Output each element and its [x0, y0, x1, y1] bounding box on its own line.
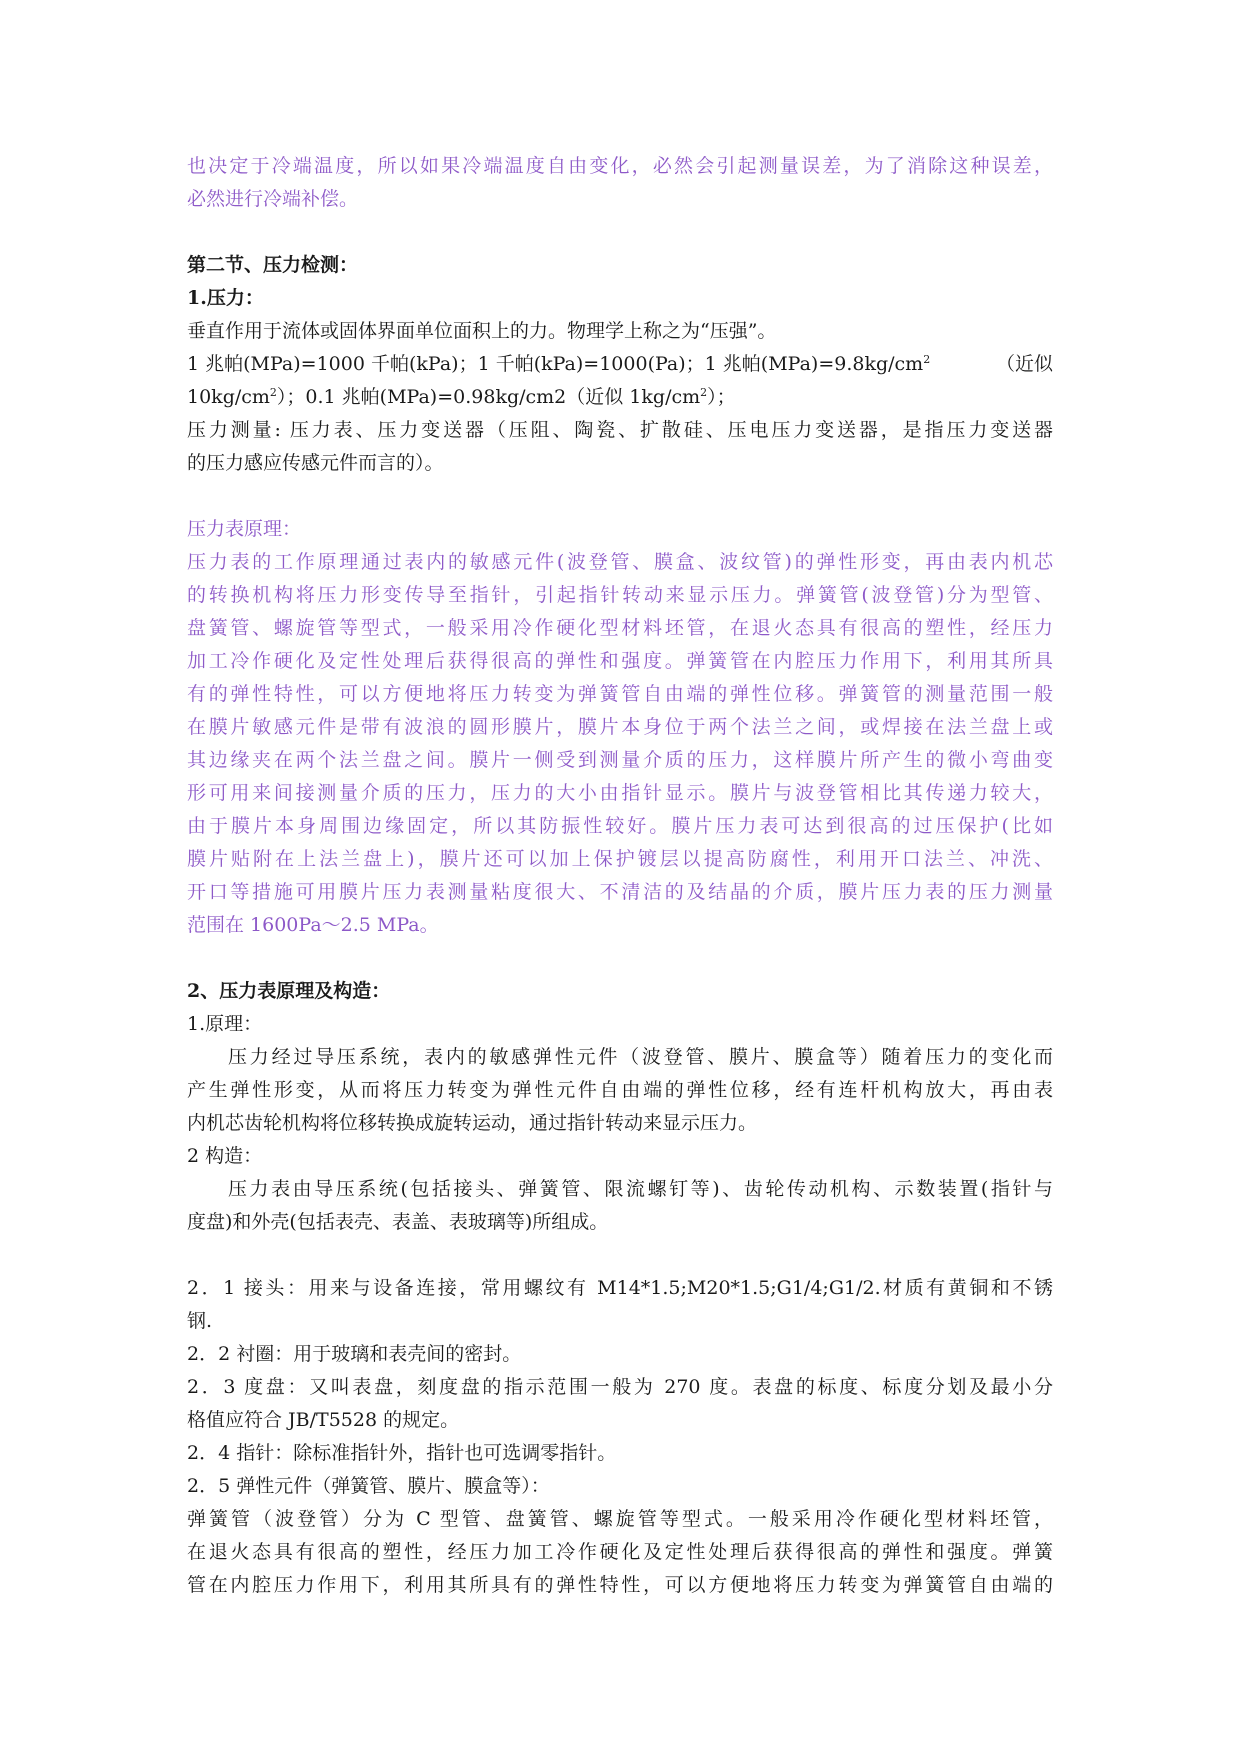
principle-line: 盘簧管、螺旋管等型式，一般采用冷作硬化型材料坯管，在退火态具有很高的塑性，经压力	[187, 617, 1053, 639]
elastic-element-line: 弹簧管（波登管）分为 C 型管、盘簧管、螺旋管等型式。一般采用冷作硬化型材料坯管，	[187, 1508, 1053, 1530]
subsection-pressure-heading: 1.压力：	[187, 287, 264, 309]
part-elastic-element: 2．5 弹性元件（弹簧管、膜片、膜盒等）：	[187, 1475, 550, 1497]
principle-title: 压力表原理：	[187, 518, 302, 540]
intro-line-2: 必然进行冷端补偿。	[187, 188, 359, 210]
principle-line: 开口等措施可用膜片压力表测量粘度很大、不清洁的及结晶的介质，膜片压力表的压力测量	[187, 881, 1053, 903]
part-gasket: 2．2 衬圈：用于玻璃和表壳间的密封。	[187, 1343, 522, 1365]
construction-line: 度盘)和外壳(包括表壳、表盖、表玻璃等)所组成。	[187, 1211, 609, 1233]
construction-principle-line: 内机芯齿轮机构将位移转换成旋转运动，通过指针转动来显示压力。	[187, 1112, 758, 1134]
measurement-line-2: 的压力感应传感元件而言的）。	[187, 452, 444, 474]
principle-label: 1.原理：	[187, 1013, 263, 1035]
part-fitting-line-2: 钢.	[187, 1310, 213, 1332]
units-line-1-tail: （近似	[995, 353, 1053, 375]
units-line-2-b: ）；0.1 兆帕(MPa)=0.98kg/cm2（近似 1kg/cm	[276, 386, 701, 408]
measurement-line-1: 压力测量: 压力表、压力变送器（压阻、陶瓷、扩散硅、压电压力变送器，是指压力变送器	[187, 419, 1053, 441]
units-line-2-c: ）；	[707, 386, 736, 408]
principle-line: 有的弹性特性，可以方便地将压力转变为弹簧管自由端的弹性位移。弹簧管的测量范围一般	[187, 683, 1053, 705]
principle-line: 膜片贴附在上法兰盘上)，膜片还可以加上保护镀层以提高防腐性，利用开口法兰、冲洗、	[187, 848, 1053, 870]
principle-line: 范围在 1600Pa～2.5 MPa。	[187, 914, 439, 936]
principle-line: 的转换机构将压力形变传导至指针，引起指针转动来显示压力。弹簧管(波登管)分为型管、	[187, 584, 1053, 606]
units-line-1	[187, 349, 1053, 379]
units-line-2	[187, 382, 1053, 412]
principle-line: 由于膜片本身周围边缘固定，所以其防振性较好。膜片压力表可达到很高的过压保护(比如	[187, 815, 1053, 837]
principle-line: 其边缘夹在两个法兰盘之间。膜片一侧受到测量介质的压力，这样膜片所产生的微小弯曲变	[187, 749, 1053, 771]
units-sup-1: 2	[923, 353, 931, 366]
units-sup-3: 2	[700, 386, 708, 399]
elastic-element-line: 管在内腔压力作用下，利用其所具有的弹性特性，可以方便地将压力转变为弹簧管自由端的	[187, 1574, 1053, 1596]
construction-principle-line: 压力经过导压系统，表内的敏感弹性元件（波登管、膜片、膜盒等）随着压力的变化而	[228, 1046, 1053, 1068]
principle-line: 加工冷作硬化及定性处理后获得很高的弹性和强度。弹簧管在内腔压力作用下，利用其所具	[187, 650, 1053, 672]
construction-principle-line: 产生弹性形变，从而将压力转变为弹性元件自由端的弹性位移，经有连杆机构放大，再由表	[187, 1079, 1053, 1101]
construction-line: 压力表由导压系统(包括接头、弹簧管、限流螺钉等)、齿轮传动机构、示数装置(指针与	[228, 1178, 1053, 1200]
part-dial-line-1: 2．3 度盘：又叫表盘，刻度盘的指示范围一般为 270 度。表盘的标度、标度分划及最小分	[187, 1376, 1053, 1398]
section-heading: 第二节、压力检测：	[187, 254, 359, 276]
part-dial-line-2: 格值应符合 JB/T5528 的规定。	[187, 1409, 460, 1431]
units-line-1-text: 1 兆帕(MPa)=1000 千帕(kPa)；1 千帕(kPa)=1000(Pa)；1 兆帕(MPa)=9.8kg/cm	[187, 353, 924, 375]
construction-heading: 2、压力表原理及构造：	[187, 980, 391, 1002]
pressure-definition: 垂直作用于流体或固体界面单位面积上的力。物理学上称之为“压强”。	[187, 320, 777, 342]
construction-label: 2 构造：	[187, 1145, 263, 1167]
part-pointer: 2．4 指针：除标准指针外，指针也可选调零指针。	[187, 1442, 617, 1464]
principle-line: 形可用来间接测量介质的压力，压力的大小由指针显示。膜片与波登管相比其传递力较大，	[187, 782, 1053, 804]
elastic-element-line: 在退火态具有很高的塑性，经压力加工冷作硬化及定性处理后获得很高的弹性和强度。弹簧	[187, 1541, 1053, 1563]
units-line-2-a: 10kg/cm	[187, 386, 270, 408]
principle-line: 压力表的工作原理通过表内的敏感元件(波登管、膜盒、波纹管)的弹性形变，再由表内机芯	[187, 551, 1053, 573]
principle-line: 在膜片敏感元件是带有波浪的圆形膜片，膜片本身位于两个法兰之间，或焊接在法兰盘上或	[187, 716, 1053, 738]
part-fitting-line-1: 2．1 接头：用来与设备连接，常用螺纹有 M14*1.5;M20*1.5;G1/4;G1/2.材质有黄铜和不锈	[187, 1277, 1053, 1299]
intro-line-1: 也决定于冷端温度，所以如果冷端温度自由变化，必然会引起测量误差，为了消除这种误差，	[187, 155, 1053, 177]
units-sup-2: 2	[269, 386, 277, 399]
